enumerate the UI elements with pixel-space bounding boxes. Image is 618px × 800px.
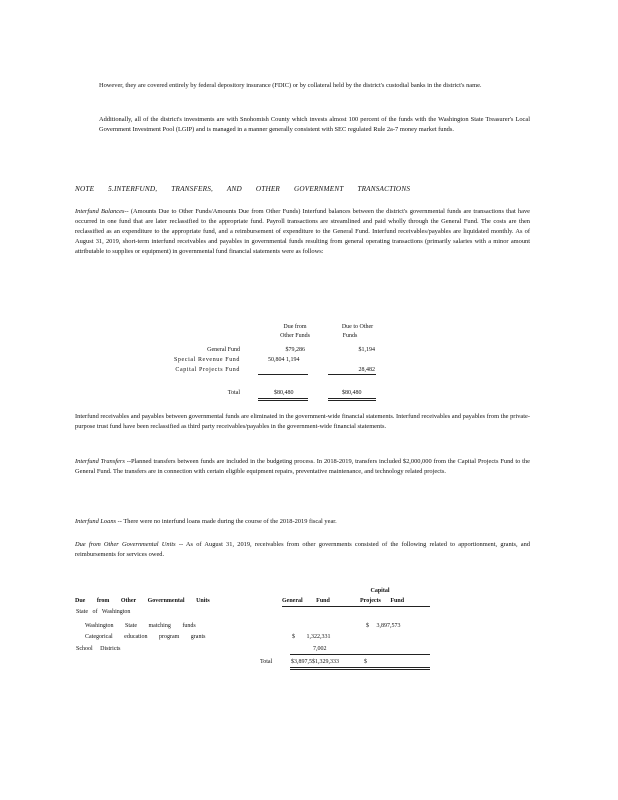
table2-total-label: Total: [260, 659, 273, 665]
table2-capital-header-line1: Capital: [370, 588, 390, 594]
table1-row-due-from: $79,286: [285, 347, 305, 353]
table2-row-label: Categorical education program grants: [85, 634, 206, 640]
table2-total-capital: $: [364, 659, 367, 665]
table1-subtotal-rule: [328, 374, 376, 375]
table2-subtotal-rule: [290, 654, 430, 655]
table2-capital-header-line2: Projects Fund: [360, 598, 405, 604]
interfund-loans-text: -- There were no interfund loans made during the course of the 2018-2019 fiscal year.: [117, 518, 337, 525]
table2-title: Due from Other Governmental Units: [75, 598, 210, 604]
table2-row-label: State of Washington: [76, 609, 131, 615]
table1-subtotal-rule: [258, 374, 308, 375]
table1-col1-header-line2: Other Funds: [280, 333, 310, 339]
interfund-transfers-title: Interfund Transfers: [75, 458, 125, 465]
table1-total-label: Total: [227, 390, 240, 396]
table1-col2-header-line1: Due to Other: [341, 324, 374, 330]
interfund-loans-title: Interfund Loans: [75, 518, 117, 525]
interfund-balances-text: (Amounts Due to Other Funds/Amounts Due from Other Funds) Interfund balances between the district's governmental funds are transactions that have occurred in one fund that are later reclassified to the appropriate fund. Payroll transactions are streamlined and paid wholly through the General Fund. The costs are then reclassified as an expenditure to the appropriate fund, and a reimbursement of expenditure to the General Fund. Interfund receivables/payables are liquidated monthly. As of August 31, 2019, short-term interfund receivables and payables in governmental funds resulting from general operating transactions (primarily salaries with a minor amount attributable to supplies or equipment) in governmental fund financial statements were as follows:: [75, 208, 530, 255]
intro-paragraph-1: However, they are covered entirely by federal depository insurance (FDIC) or by collateral held by the district's custodial banks in the district's name.: [99, 82, 482, 89]
table1-total-due-from: $80,480: [274, 390, 294, 396]
interfund-balances-title: Interfund Balances--: [75, 208, 129, 215]
due-from-governments-text: -- As of August 31, 2019, receivables from other governments consisted of the following related to apportionment, grants, and reimbursements for services owed.: [75, 541, 530, 558]
table1-row-label: Capital Projects Fund: [175, 367, 240, 373]
table1-row-due-to: $1,194: [358, 347, 375, 353]
table1-col1-header-line1: Due from: [283, 324, 307, 330]
table1-row-label: Special Revenue Fund: [174, 357, 240, 363]
interfund-transfers-paragraph: [75, 457, 530, 477]
table2-general-header: General Fund: [282, 598, 330, 604]
table2-row-label: Washington State matching funds: [85, 623, 196, 629]
table2-row-label: School Districts: [76, 646, 121, 652]
table2-row-capital: $ 3,897,573: [366, 623, 401, 629]
table1-total-due-to: $80,480: [342, 390, 362, 396]
interfund-loans-paragraph: [75, 517, 530, 527]
intro-paragraph-2: Additionally, all of the district's investments are with Snohomish County which invests almost 100 percent of the funds with the Washington State Treasurer's Local Government Investment Pool (LGIP) and is managed in a manner generally consistent with SEC regulated Rule 2a-7 money market funds.: [99, 116, 530, 133]
table1-row-due-to: 28,482: [358, 367, 375, 373]
table2-row-general: $ 1,322,331: [292, 634, 331, 640]
table2-row-general: 7,002: [313, 646, 327, 652]
table2-total-rule: [290, 667, 430, 670]
note-heading: NOTE 5.INTERFUND, TRANSFERS, AND OTHER GOVERNMENT TRANSACTIONS: [75, 185, 411, 193]
due-from-governments-paragraph: [75, 540, 530, 560]
interfund-balances-paragraph: [75, 207, 530, 257]
table2-header-rule: [282, 606, 430, 607]
table1-total-rule: [328, 398, 376, 401]
interfund-transfers-text: --Planned transfers between funds are included in the budgeting process. In 2018-2019, transfers included $2,000,000 from the Capital Projects Fund to the General Fund. The transfers are in connection with certain eligible equipment repairs, preventative maintenance, and technology related projects.: [75, 458, 530, 475]
table1-total-rule: [258, 398, 308, 401]
table1-row-due-from: 50,804 1,194: [268, 357, 300, 363]
table1-col2-header-line2: Funds: [342, 333, 358, 339]
elimination-paragraph: Interfund receivables and payables between governmental funds are eliminated in the government-wide financial statements. Interfund receivables and payables from the private-purpose trust fund have been reclassified as third party receivables/payables in the government-wide financial statements.: [75, 413, 530, 430]
table1-row-label: General Fund: [207, 347, 240, 353]
table2-total-general: $3,897,5$1,329,333: [291, 659, 339, 665]
due-from-governments-title: Due from Other Governmental Units: [75, 541, 176, 548]
